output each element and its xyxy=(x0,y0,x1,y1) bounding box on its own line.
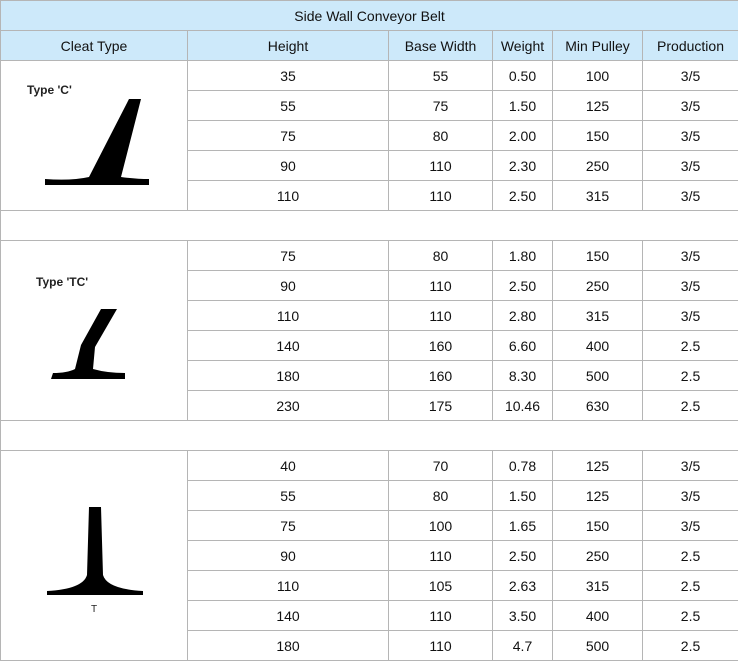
base-width-cell: 75 xyxy=(389,91,493,121)
table-row xyxy=(1,241,738,271)
base-width-cell: 80 xyxy=(389,121,493,151)
height-cell: 110 xyxy=(188,571,389,601)
production-cell: 2.5 xyxy=(643,571,738,601)
cleat-type-cell xyxy=(1,61,188,211)
weight-cell: 2.50 xyxy=(493,181,553,211)
cleat-type-label: Type 'C' xyxy=(27,83,72,97)
weight-cell: 4.7 xyxy=(493,631,553,661)
production-cell: 3/5 xyxy=(643,481,738,511)
production-cell: 2.5 xyxy=(643,361,738,391)
table-row xyxy=(1,451,738,481)
weight-cell: 0.50 xyxy=(493,61,553,91)
production-cell: 2.5 xyxy=(643,331,738,361)
base-width-cell: 110 xyxy=(389,271,493,301)
height-cell: 35 xyxy=(188,61,389,91)
header-height: Height xyxy=(188,31,389,61)
height-cell: 180 xyxy=(188,361,389,391)
base-width-cell: 110 xyxy=(389,181,493,211)
min-pulley-cell: 150 xyxy=(553,121,643,151)
production-cell: 3/5 xyxy=(643,91,738,121)
min-pulley-cell: 315 xyxy=(553,181,643,211)
production-cell: 2.5 xyxy=(643,601,738,631)
height-cell: 140 xyxy=(188,331,389,361)
cleat-type-cell xyxy=(1,241,188,421)
production-cell: 3/5 xyxy=(643,181,738,211)
min-pulley-cell: 250 xyxy=(553,541,643,571)
min-pulley-cell: 500 xyxy=(553,631,643,661)
base-width-cell: 160 xyxy=(389,331,493,361)
type-tc-profile-icon xyxy=(47,309,131,381)
production-cell: 3/5 xyxy=(643,151,738,181)
production-cell: 2.5 xyxy=(643,631,738,661)
header-min-pulley: Min Pulley xyxy=(553,31,643,61)
height-cell: 180 xyxy=(188,631,389,661)
weight-cell: 2.50 xyxy=(493,541,553,571)
height-cell: 75 xyxy=(188,241,389,271)
height-cell: 90 xyxy=(188,541,389,571)
height-cell: 110 xyxy=(188,301,389,331)
min-pulley-cell: 100 xyxy=(553,61,643,91)
min-pulley-cell: 125 xyxy=(553,91,643,121)
header-production: Production xyxy=(643,31,738,61)
height-cell: 90 xyxy=(188,151,389,181)
base-width-cell: 105 xyxy=(389,571,493,601)
height-cell: 55 xyxy=(188,481,389,511)
base-width-cell: 160 xyxy=(389,361,493,391)
weight-cell: 2.80 xyxy=(493,301,553,331)
header-base-width: Base Width xyxy=(389,31,493,61)
base-width-cell: 55 xyxy=(389,61,493,91)
min-pulley-cell: 315 xyxy=(553,571,643,601)
header-row xyxy=(1,31,738,61)
cleat-type-label: T xyxy=(91,604,98,615)
weight-cell: 2.00 xyxy=(493,121,553,151)
weight-cell: 8.30 xyxy=(493,361,553,391)
height-cell: 140 xyxy=(188,601,389,631)
height-cell: 230 xyxy=(188,391,389,421)
weight-cell: 10.46 xyxy=(493,391,553,421)
base-width-cell: 175 xyxy=(389,391,493,421)
base-width-cell: 70 xyxy=(389,451,493,481)
weight-cell: 2.30 xyxy=(493,151,553,181)
height-cell: 75 xyxy=(188,121,389,151)
header-cleat-type: Cleat Type xyxy=(1,31,188,61)
base-width-cell: 80 xyxy=(389,241,493,271)
min-pulley-cell: 630 xyxy=(553,391,643,421)
weight-cell: 0.78 xyxy=(493,451,553,481)
cleat-type-label: Type 'TC' xyxy=(36,275,89,289)
min-pulley-cell: 250 xyxy=(553,151,643,181)
header-weight: Weight xyxy=(493,31,553,61)
min-pulley-cell: 400 xyxy=(553,331,643,361)
production-cell: 2.5 xyxy=(643,391,738,421)
min-pulley-cell: 125 xyxy=(553,481,643,511)
min-pulley-cell: 400 xyxy=(553,601,643,631)
weight-cell: 3.50 xyxy=(493,601,553,631)
base-width-cell: 110 xyxy=(389,541,493,571)
table-title: Side Wall Conveyor Belt xyxy=(1,1,738,31)
weight-cell: 2.50 xyxy=(493,271,553,301)
production-cell: 3/5 xyxy=(643,61,738,91)
production-cell: 3/5 xyxy=(643,451,738,481)
production-cell: 3/5 xyxy=(643,121,738,151)
weight-cell: 1.50 xyxy=(493,91,553,121)
production-cell: 3/5 xyxy=(643,241,738,271)
title-row xyxy=(1,1,738,31)
spacer-cell xyxy=(1,211,738,241)
weight-cell: 2.63 xyxy=(493,571,553,601)
base-width-cell: 110 xyxy=(389,631,493,661)
cleat-type-cell xyxy=(1,451,188,661)
base-width-cell: 100 xyxy=(389,511,493,541)
min-pulley-cell: 500 xyxy=(553,361,643,391)
spacer-cell xyxy=(1,421,738,451)
production-cell: 3/5 xyxy=(643,511,738,541)
group-spacer xyxy=(1,421,738,451)
production-cell: 3/5 xyxy=(643,301,738,331)
min-pulley-cell: 150 xyxy=(553,241,643,271)
min-pulley-cell: 315 xyxy=(553,301,643,331)
base-width-cell: 110 xyxy=(389,301,493,331)
min-pulley-cell: 150 xyxy=(553,511,643,541)
production-cell: 3/5 xyxy=(643,271,738,301)
base-width-cell: 80 xyxy=(389,481,493,511)
weight-cell: 1.65 xyxy=(493,511,553,541)
weight-cell: 1.50 xyxy=(493,481,553,511)
height-cell: 75 xyxy=(188,511,389,541)
height-cell: 55 xyxy=(188,91,389,121)
height-cell: 40 xyxy=(188,451,389,481)
weight-cell: 6.60 xyxy=(493,331,553,361)
min-pulley-cell: 125 xyxy=(553,451,643,481)
min-pulley-cell: 250 xyxy=(553,271,643,301)
base-width-cell: 110 xyxy=(389,601,493,631)
height-cell: 110 xyxy=(188,181,389,211)
weight-cell: 1.80 xyxy=(493,241,553,271)
base-width-cell: 110 xyxy=(389,151,493,181)
production-cell: 2.5 xyxy=(643,541,738,571)
group-spacer xyxy=(1,211,738,241)
table-row xyxy=(1,61,738,91)
type-c-profile-icon xyxy=(41,99,153,187)
height-cell: 90 xyxy=(188,271,389,301)
type-t-profile-icon xyxy=(43,507,147,597)
